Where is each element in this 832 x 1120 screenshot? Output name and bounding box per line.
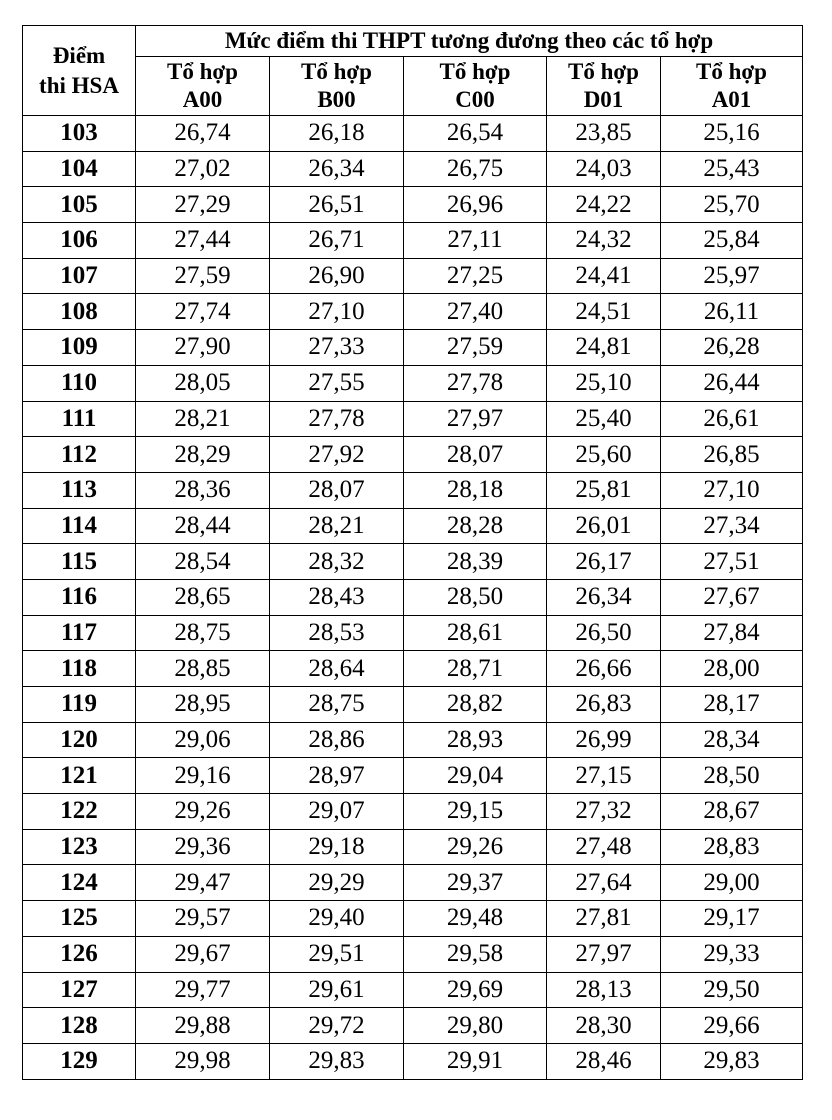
equivalent-score-cell: 28,97 — [270, 758, 404, 794]
equivalent-score-cell: 24,51 — [547, 294, 661, 330]
equivalent-score-cell: 27,32 — [547, 794, 661, 830]
equivalent-score-cell: 28,46 — [547, 1043, 661, 1079]
equivalent-score-cell: 28,82 — [404, 687, 547, 723]
combo-header-line1: Tổ hợp — [439, 59, 511, 84]
table-body — [23, 116, 803, 1080]
equivalent-score-cell: 28,65 — [136, 579, 270, 615]
hsa-score-cell: 122 — [23, 794, 136, 830]
equivalent-score-cell: 27,74 — [136, 294, 270, 330]
equivalent-score-cell: 29,15 — [404, 794, 547, 830]
equivalent-score-cell: 29,98 — [136, 1043, 270, 1079]
equivalent-score-cell: 24,22 — [547, 187, 661, 223]
hsa-score-cell: 110 — [23, 365, 136, 401]
table-row — [23, 1043, 803, 1079]
table-row — [23, 223, 803, 259]
combo-header — [270, 57, 404, 116]
combo-header — [404, 57, 547, 116]
equivalent-score-cell: 29,33 — [661, 936, 803, 972]
score-conversion-table — [22, 25, 803, 1080]
equivalent-score-cell: 24,41 — [547, 258, 661, 294]
equivalent-score-cell: 29,91 — [404, 1043, 547, 1079]
equivalent-score-cell: 27,48 — [547, 829, 661, 865]
equivalent-score-cell: 27,81 — [547, 901, 661, 937]
equivalent-score-cell: 28,36 — [136, 472, 270, 508]
hsa-score-cell: 105 — [23, 187, 136, 223]
combo-header — [661, 57, 803, 116]
equivalent-score-cell: 27,51 — [661, 544, 803, 580]
equivalent-score-cell: 24,81 — [547, 330, 661, 366]
equivalent-score-cell: 27,97 — [547, 936, 661, 972]
equivalent-score-cell: 29,36 — [136, 829, 270, 865]
combo-header-code: C00 — [455, 87, 495, 112]
equivalent-score-cell: 29,50 — [661, 972, 803, 1008]
table-row — [23, 116, 803, 152]
table-row — [23, 472, 803, 508]
equivalent-score-cell: 28,71 — [404, 651, 547, 687]
hsa-score-cell: 113 — [23, 472, 136, 508]
equivalent-score-cell: 28,21 — [136, 401, 270, 437]
equivalent-score-cell: 29,26 — [404, 829, 547, 865]
table-row — [23, 615, 803, 651]
hsa-score-cell: 117 — [23, 615, 136, 651]
equivalent-score-cell: 29,40 — [270, 901, 404, 937]
equivalent-score-cell: 29,17 — [661, 901, 803, 937]
equivalent-score-cell: 26,34 — [270, 151, 404, 187]
equivalent-score-cell: 27,29 — [136, 187, 270, 223]
equivalent-score-cell: 28,00 — [661, 651, 803, 687]
hsa-score-cell: 104 — [23, 151, 136, 187]
hsa-score-cell: 112 — [23, 437, 136, 473]
table-row — [23, 722, 803, 758]
combo-header-line1: Tổ hợp — [167, 59, 238, 84]
conversion-table-container — [22, 25, 803, 1080]
table-row — [23, 151, 803, 187]
equivalent-score-cell: 28,32 — [270, 544, 404, 580]
combo-header — [136, 57, 270, 116]
equivalent-score-cell: 28,93 — [404, 722, 547, 758]
hsa-score-cell: 120 — [23, 722, 136, 758]
equivalent-score-cell: 23,85 — [547, 116, 661, 152]
equivalent-score-cell: 28,50 — [404, 579, 547, 615]
hsa-score-cell: 119 — [23, 687, 136, 723]
equivalent-score-cell: 25,97 — [661, 258, 803, 294]
equivalent-score-cell: 29,66 — [661, 1008, 803, 1044]
equivalent-score-cell: 28,64 — [270, 651, 404, 687]
hsa-score-cell: 114 — [23, 508, 136, 544]
equivalent-score-cell: 29,51 — [270, 936, 404, 972]
table-row — [23, 758, 803, 794]
equivalent-score-cell: 29,69 — [404, 972, 547, 1008]
equivalent-score-cell: 27,67 — [661, 579, 803, 615]
equivalent-score-cell: 29,16 — [136, 758, 270, 794]
equivalent-score-cell: 29,18 — [270, 829, 404, 865]
table-row — [23, 865, 803, 901]
hsa-score-cell: 118 — [23, 651, 136, 687]
table-row — [23, 544, 803, 580]
equivalent-score-cell: 27,90 — [136, 330, 270, 366]
equivalent-score-cell: 28,75 — [136, 615, 270, 651]
table-row — [23, 651, 803, 687]
equivalent-score-cell: 26,11 — [661, 294, 803, 330]
combo-header-code: A01 — [711, 87, 752, 112]
hsa-score-cell: 116 — [23, 579, 136, 615]
hsa-score-cell: 124 — [23, 865, 136, 901]
hsa-score-cell: 129 — [23, 1043, 136, 1079]
equivalent-score-cell: 25,70 — [661, 187, 803, 223]
equivalent-score-cell: 27,44 — [136, 223, 270, 259]
equivalent-score-cell: 28,05 — [136, 365, 270, 401]
equivalent-score-cell: 27,55 — [270, 365, 404, 401]
equivalent-score-cell: 26,01 — [547, 508, 661, 544]
equivalent-score-cell: 27,34 — [661, 508, 803, 544]
equivalent-score-cell: 26,99 — [547, 722, 661, 758]
combo-header-code: D01 — [583, 87, 624, 112]
equivalent-score-cell: 29,83 — [270, 1043, 404, 1079]
equivalent-score-cell: 28,50 — [661, 758, 803, 794]
equivalent-score-cell: 29,04 — [404, 758, 547, 794]
table-row — [23, 579, 803, 615]
table-row — [23, 365, 803, 401]
equivalent-score-cell: 25,60 — [547, 437, 661, 473]
hsa-score-cell: 123 — [23, 829, 136, 865]
equivalent-score-cell: 28,54 — [136, 544, 270, 580]
equivalent-score-cell: 26,71 — [270, 223, 404, 259]
equivalent-score-cell: 27,02 — [136, 151, 270, 187]
equivalent-score-cell: 25,16 — [661, 116, 803, 152]
equivalent-score-cell: 26,61 — [661, 401, 803, 437]
equivalent-score-cell: 27,10 — [661, 472, 803, 508]
equivalent-score-cell: 27,40 — [404, 294, 547, 330]
combo-header-line1: Tổ hợp — [696, 59, 767, 84]
table-row — [23, 972, 803, 1008]
equivalent-score-cell: 27,84 — [661, 615, 803, 651]
equivalent-score-cell: 29,72 — [270, 1008, 404, 1044]
equivalent-score-cell: 29,88 — [136, 1008, 270, 1044]
hsa-score-cell: 126 — [23, 936, 136, 972]
equivalent-score-cell: 29,61 — [270, 972, 404, 1008]
equivalent-score-cell: 28,44 — [136, 508, 270, 544]
equivalent-score-cell: 28,30 — [547, 1008, 661, 1044]
equivalent-score-cell: 28,83 — [661, 829, 803, 865]
equivalent-score-cell: 24,03 — [547, 151, 661, 187]
equivalent-score-cell: 29,57 — [136, 901, 270, 937]
equivalent-score-cell: 28,75 — [270, 687, 404, 723]
equivalent-score-cell: 27,78 — [270, 401, 404, 437]
equivalent-score-cell: 28,53 — [270, 615, 404, 651]
equivalent-score-cell: 28,29 — [136, 437, 270, 473]
equivalent-score-cell: 28,28 — [404, 508, 547, 544]
table-row — [23, 829, 803, 865]
equivalent-score-cell: 29,37 — [404, 865, 547, 901]
hsa-header-line2: thi HSA — [39, 72, 119, 98]
equivalent-score-cell: 26,75 — [404, 151, 547, 187]
equivalent-score-cell: 26,28 — [661, 330, 803, 366]
hsa-score-cell: 128 — [23, 1008, 136, 1044]
equivalent-score-cell: 29,58 — [404, 936, 547, 972]
table-row — [23, 901, 803, 937]
equivalent-score-cell: 28,07 — [404, 437, 547, 473]
combo-header-line1: Tổ hợp — [301, 59, 372, 84]
equivalent-score-cell: 29,47 — [136, 865, 270, 901]
equivalent-score-cell: 26,85 — [661, 437, 803, 473]
equivalent-score-cell: 29,83 — [661, 1043, 803, 1079]
equivalent-score-cell: 26,34 — [547, 579, 661, 615]
equivalent-score-cell: 26,54 — [404, 116, 547, 152]
table-row — [23, 401, 803, 437]
hsa-score-cell: 115 — [23, 544, 136, 580]
equivalent-score-cell: 26,90 — [270, 258, 404, 294]
equivalent-score-cell: 28,39 — [404, 544, 547, 580]
equivalent-score-cell: 27,92 — [270, 437, 404, 473]
equivalent-score-cell: 27,15 — [547, 758, 661, 794]
equivalent-score-cell: 27,10 — [270, 294, 404, 330]
equivalent-score-cell: 26,44 — [661, 365, 803, 401]
equivalent-score-cell: 27,78 — [404, 365, 547, 401]
equivalent-score-cell: 28,07 — [270, 472, 404, 508]
table-row — [23, 187, 803, 223]
equivalent-score-cell: 29,77 — [136, 972, 270, 1008]
equivalent-score-cell: 25,43 — [661, 151, 803, 187]
combo-header-code: B00 — [317, 87, 356, 112]
equivalent-score-cell: 27,97 — [404, 401, 547, 437]
equivalent-score-cell: 27,11 — [404, 223, 547, 259]
equivalent-score-cell: 26,96 — [404, 187, 547, 223]
header-row-top — [23, 26, 803, 57]
equivalent-score-cell: 26,50 — [547, 615, 661, 651]
table-row — [23, 687, 803, 723]
equivalent-score-cell: 26,66 — [547, 651, 661, 687]
equivalent-score-cell: 28,43 — [270, 579, 404, 615]
hsa-score-cell: 103 — [23, 116, 136, 152]
equivalent-score-cell: 28,21 — [270, 508, 404, 544]
equivalent-score-cell: 25,84 — [661, 223, 803, 259]
equivalent-score-cell: 29,80 — [404, 1008, 547, 1044]
equivalent-score-cell: 27,59 — [136, 258, 270, 294]
equivalent-score-cell: 25,40 — [547, 401, 661, 437]
hsa-score-cell: 108 — [23, 294, 136, 330]
equivalent-score-cell: 25,10 — [547, 365, 661, 401]
hsa-column-header — [23, 26, 136, 116]
table-row — [23, 330, 803, 366]
combo-header-line1: Tổ hợp — [568, 59, 639, 84]
equivalent-score-cell: 28,61 — [404, 615, 547, 651]
table-row — [23, 1008, 803, 1044]
hsa-score-cell: 107 — [23, 258, 136, 294]
equivalent-score-cell: 28,34 — [661, 722, 803, 758]
equivalent-score-cell: 28,95 — [136, 687, 270, 723]
hsa-score-cell: 121 — [23, 758, 136, 794]
table-row — [23, 258, 803, 294]
equivalent-score-cell: 24,32 — [547, 223, 661, 259]
equivalent-score-cell: 29,00 — [661, 865, 803, 901]
equivalent-score-cell: 29,29 — [270, 865, 404, 901]
equivalent-score-cell: 27,25 — [404, 258, 547, 294]
table-row — [23, 294, 803, 330]
equivalent-score-cell: 28,18 — [404, 472, 547, 508]
hsa-score-cell: 111 — [23, 401, 136, 437]
combo-header — [547, 57, 661, 116]
equivalent-score-cell: 28,86 — [270, 722, 404, 758]
table-row — [23, 794, 803, 830]
equivalent-score-cell: 29,07 — [270, 794, 404, 830]
equivalent-score-cell: 29,26 — [136, 794, 270, 830]
equivalent-score-cell: 26,18 — [270, 116, 404, 152]
combo-header-row — [23, 57, 803, 116]
equivalent-score-cell: 28,85 — [136, 651, 270, 687]
table-row — [23, 437, 803, 473]
group-title: Mức điểm thi THPT tương đương theo các tổ hợp — [136, 26, 803, 57]
equivalent-score-cell: 29,06 — [136, 722, 270, 758]
table-row — [23, 508, 803, 544]
hsa-score-cell: 106 — [23, 223, 136, 259]
equivalent-score-cell: 28,17 — [661, 687, 803, 723]
equivalent-score-cell: 26,51 — [270, 187, 404, 223]
equivalent-score-cell: 29,67 — [136, 936, 270, 972]
hsa-score-cell: 109 — [23, 330, 136, 366]
equivalent-score-cell: 26,17 — [547, 544, 661, 580]
equivalent-score-cell: 25,81 — [547, 472, 661, 508]
equivalent-score-cell: 26,74 — [136, 116, 270, 152]
equivalent-score-cell: 27,59 — [404, 330, 547, 366]
equivalent-score-cell: 27,33 — [270, 330, 404, 366]
hsa-header-line1: Điểm — [52, 42, 106, 68]
equivalent-score-cell: 27,64 — [547, 865, 661, 901]
equivalent-score-cell: 28,13 — [547, 972, 661, 1008]
equivalent-score-cell: 29,48 — [404, 901, 547, 937]
combo-header-code: A00 — [182, 87, 223, 112]
equivalent-score-cell: 28,67 — [661, 794, 803, 830]
table-row — [23, 936, 803, 972]
equivalent-score-cell: 26,83 — [547, 687, 661, 723]
hsa-score-cell: 125 — [23, 901, 136, 937]
hsa-score-cell: 127 — [23, 972, 136, 1008]
